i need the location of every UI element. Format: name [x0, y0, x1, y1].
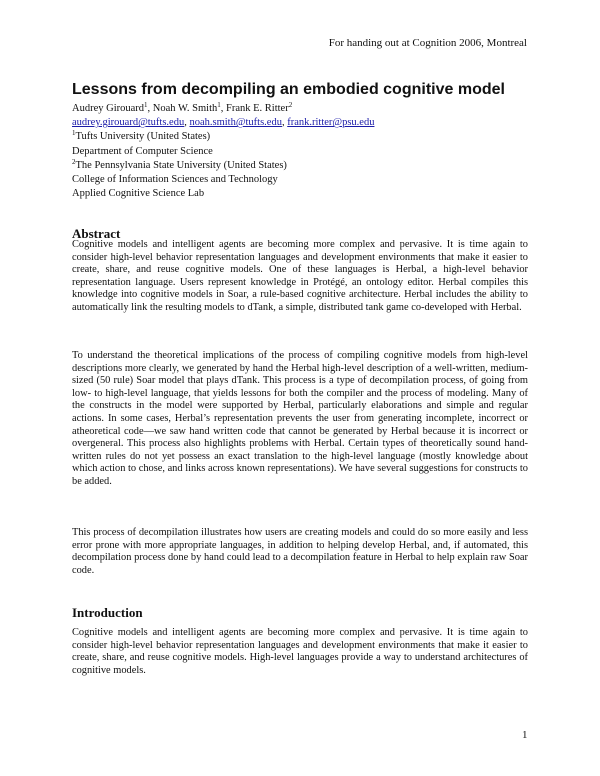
- email-separator: ,: [281, 117, 288, 129]
- affiliation-line: [72, 130, 374, 144]
- affiliation-mark: 1: [72, 129, 76, 138]
- author-emails-line: [72, 116, 374, 130]
- affiliation-line: [72, 187, 374, 201]
- email-link[interactable]: frank.ritter@psu.edu: [287, 117, 375, 129]
- author-name: Audrey Girouard: [72, 103, 145, 114]
- author-affiliation-mark: 1: [217, 101, 221, 109]
- affiliation-text: Department of Computer Science: [72, 145, 213, 157]
- affiliation-line: [72, 159, 374, 173]
- author-separator: ,: [147, 103, 153, 114]
- affiliation-text: The Pennsylvania State University (United States): [75, 159, 287, 171]
- affiliation-mark: 2: [72, 157, 76, 166]
- abstract-paragraph: To understand the theoretical implications of the process of compiling cognitive models from high-level descriptions more clearly, we generated by hand the Herbal high-level description of a well-written, medium-sized (50 rule) Soar model that plays dTank. This process is a type of decompilation process, of going from low- to high-level language, that yields lessons for both the compiler and the process of modeling. Many of the constructs in the model were supported by Herbal, particularly elaborations and simple and regular actions. In some cases, Herbal’s representation prevents the user from generating incomplete, incorrect or atheoretical code—we saw hand written code that cannot be generated by Herbal because it is incorrect or overgeneral. This process also highlights problems with Herbal. Certain types of theoretically sound hand-written rules do not yet possess an exact translation to the high-level language (mostly knowledge about which action to chose, and links across known representations). We have several suggestions for constructs to be added.: [72, 350, 528, 487]
- paper-title: Lessons from decompiling an embodied cognitive model: [72, 81, 505, 98]
- email-link[interactable]: noah.smith@tufts.edu: [189, 117, 282, 129]
- author-affiliation-mark: 2: [288, 101, 293, 109]
- email-link[interactable]: audrey.girouard@tufts.edu: [72, 117, 185, 129]
- author-block: [72, 102, 374, 201]
- author-name: Noah W. Smith: [152, 103, 218, 114]
- author-names-line: [72, 102, 374, 116]
- author-affiliation-mark: 1: [144, 101, 148, 109]
- abstract-paragraph: This process of decompilation illustrates how users are creating models and could do so more easily and less error prone with more appropriate languages, in addition to helping develop Herbal, and, if automated, this decompilation process done by hand could lead to a decompilation feature in Herbal to help explain raw Soar code.: [72, 527, 528, 576]
- introduction-paragraph: Cognitive models and intelligent agents are becoming more complex and pervasive. It is time again to consider high-level behavior representation languages and development environments that make it easier to create, share, and reuse cognitive models. High-level languages provide a way to understand architectures of cognitive models.: [72, 627, 528, 676]
- affiliation-text: College of Information Sciences and Technology: [72, 174, 278, 186]
- running-head: For handing out at Cognition 2006, Montreal: [328, 37, 527, 49]
- author-name: Frank E. Ritter: [226, 103, 289, 114]
- affiliation-text: Tufts University (United States): [75, 131, 211, 143]
- affiliation-text: Applied Cognitive Science Lab: [72, 188, 205, 200]
- abstract-paragraph: Cognitive models and intelligent agents are becoming more complex and pervasive. It is time again to consider high-level behavior representation languages and development environments that make it easier to create, share, and reuse cognitive models. One of these languages is Herbal, a high-level behavior representation language. Users represent knowledge in Protégé, an ontology editor. Herbal compiles this knowledge into cognitive models in Soar, a rule-based cognitive architecture. Herbal includes the ability to automatically link the resulting models to dTank, a simple, distributed tank game co-developed with Herbal.: [72, 239, 528, 313]
- introduction-heading: Introduction: [72, 605, 143, 620]
- author-separator: ,: [220, 103, 226, 114]
- affiliation-line: [72, 145, 374, 159]
- page-number: 1: [522, 729, 528, 741]
- abstract-heading: Abstract: [72, 226, 121, 241]
- email-separator: ,: [184, 117, 190, 129]
- affiliation-line: [72, 173, 374, 187]
